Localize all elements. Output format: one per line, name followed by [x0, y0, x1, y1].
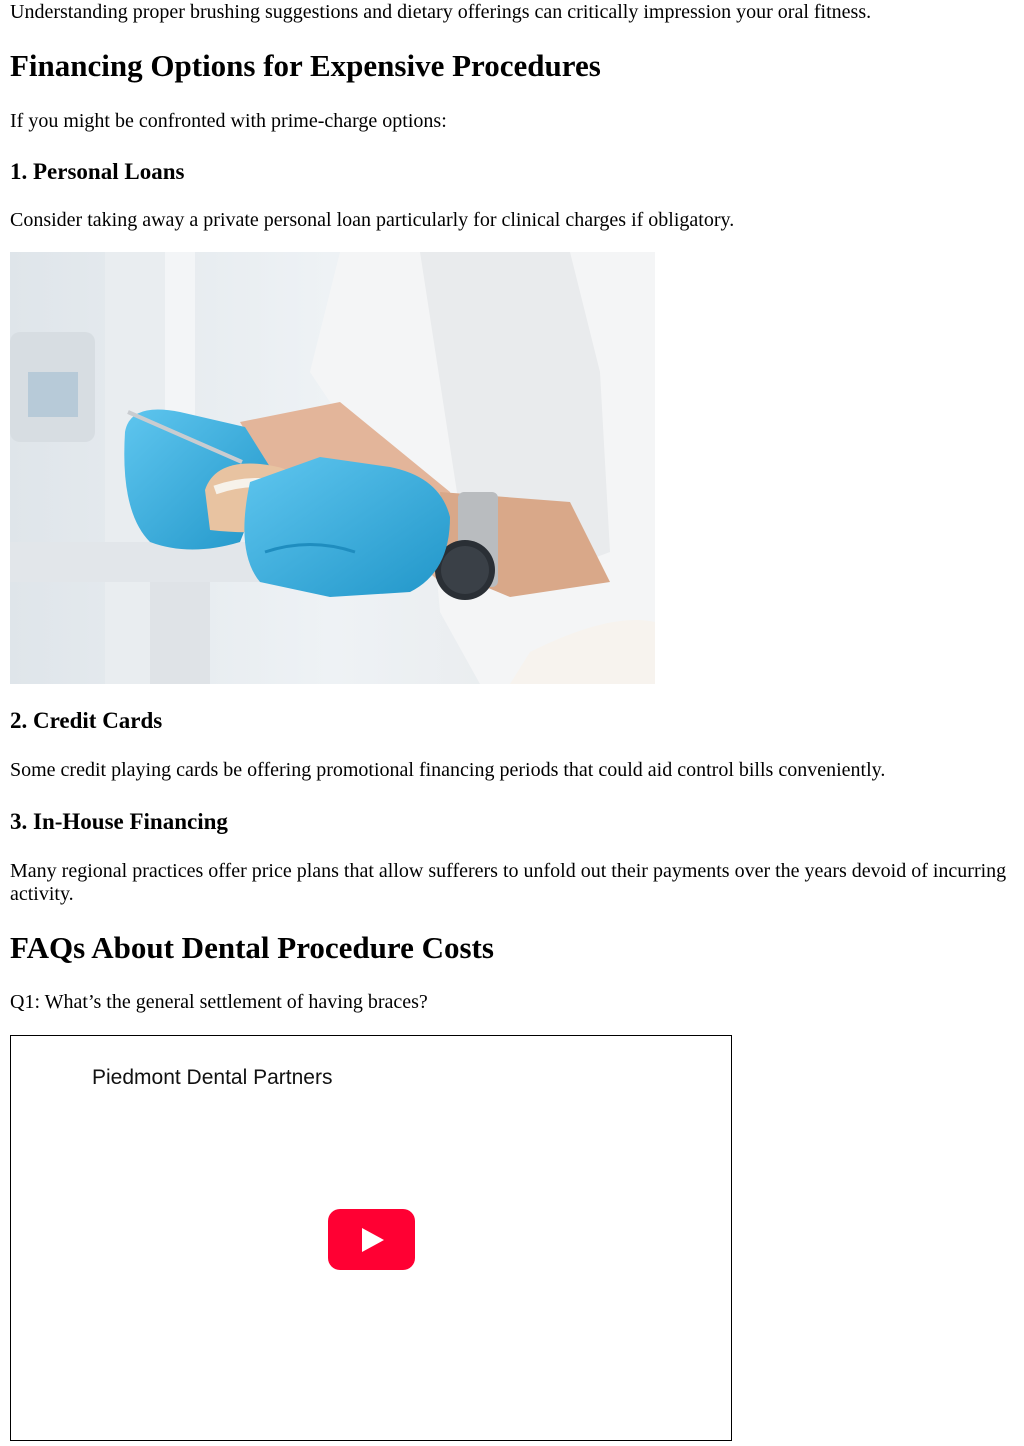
video-title[interactable]: Piedmont Dental Partners — [92, 1066, 333, 1089]
in-house-financing-text: Many regional practices offer price plans that allow sufferers to unfold out their payments over the years devoid of incurring activity. — [10, 860, 1007, 905]
credit-cards-text: Some credit playing cards be offering promotional financing periods that could aid control bills conveniently. — [10, 759, 886, 781]
video-embed[interactable] — [10, 1035, 732, 1441]
personal-loans-text: Consider taking away a private personal loan particularly for clinical charges if obligatory. — [10, 209, 735, 231]
play-icon[interactable] — [328, 1209, 415, 1270]
dentist-denture-photo — [10, 252, 655, 684]
faq-question-1: Q1: What’s the general settlement of having braces? — [10, 991, 428, 1013]
faqs-heading: FAQs About Dental Procedure Costs — [10, 930, 494, 965]
intro-paragraph: Understanding proper brushing suggestions and dietary offerings can critically impression your oral fitness. — [10, 1, 872, 23]
financing-heading: Financing Options for Expensive Procedures — [10, 48, 601, 83]
financing-lead: If you might be confronted with prime-charge options: — [10, 110, 447, 132]
personal-loans-heading: 1. Personal Loans — [10, 159, 185, 184]
play-triangle — [362, 1228, 384, 1252]
credit-cards-heading: 2. Credit Cards — [10, 708, 163, 733]
photo-illustration — [10, 252, 655, 684]
in-house-financing-heading: 3. In-House Financing — [10, 809, 228, 834]
